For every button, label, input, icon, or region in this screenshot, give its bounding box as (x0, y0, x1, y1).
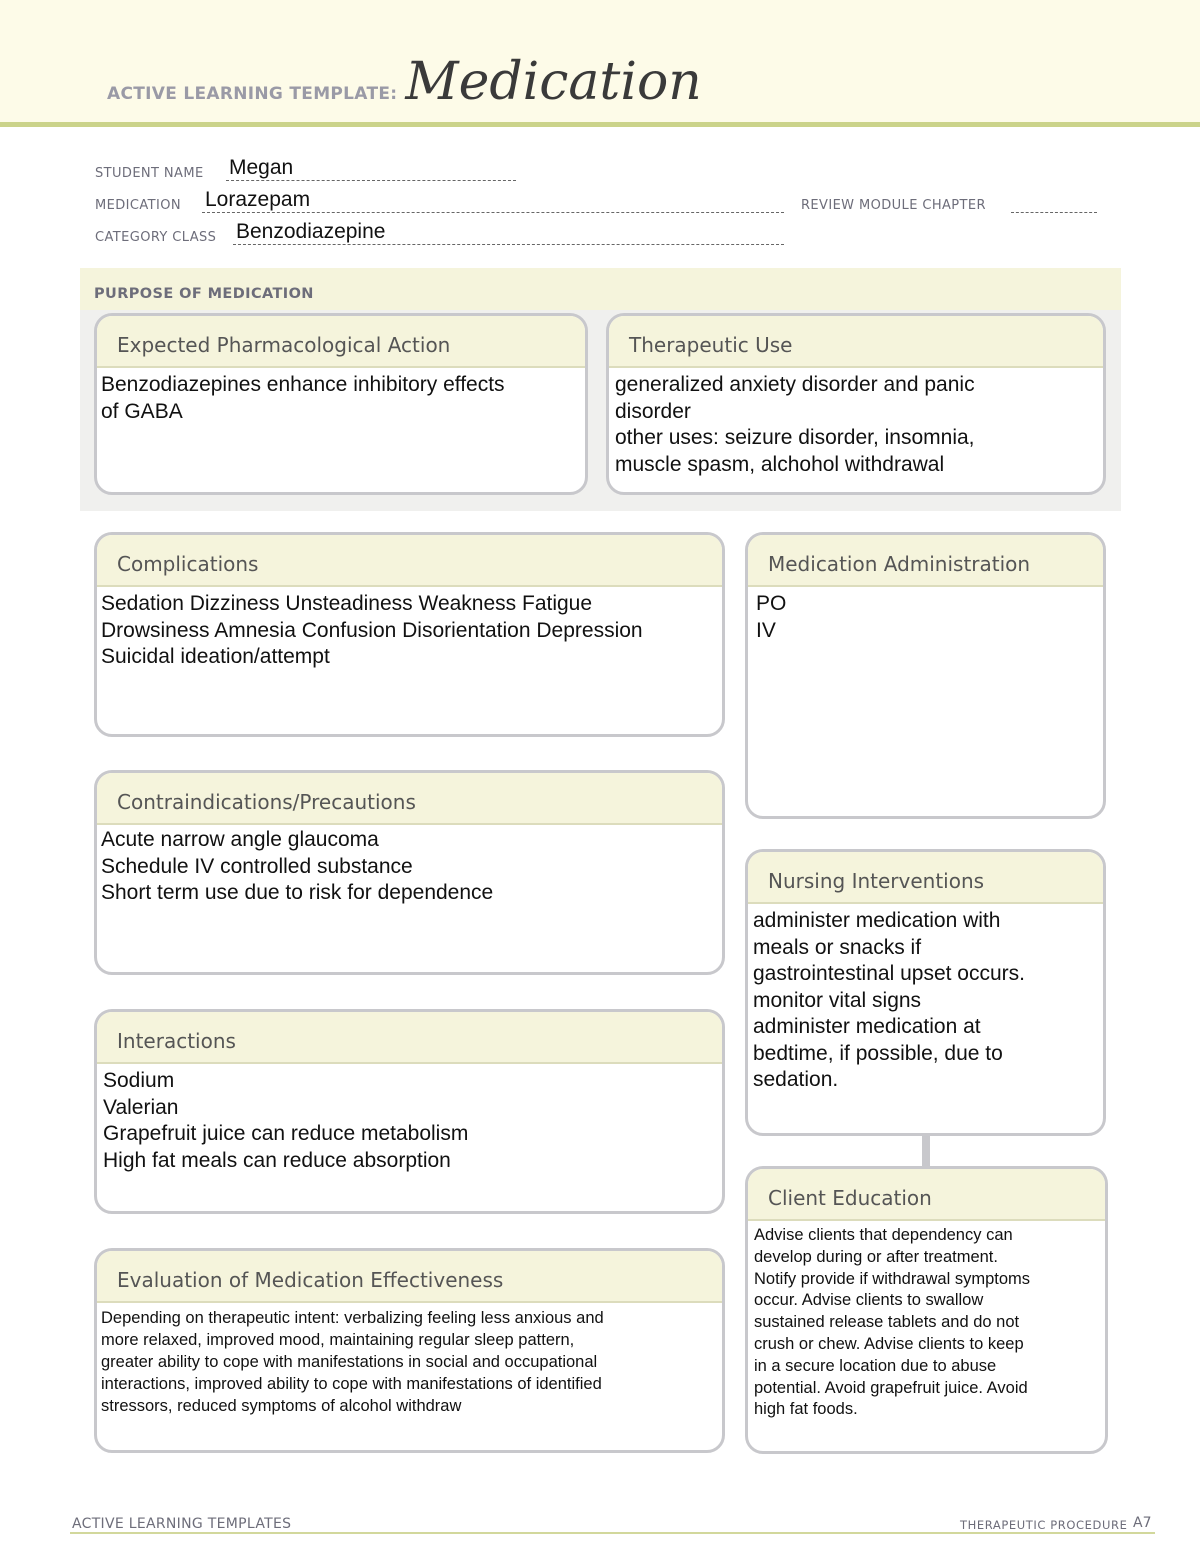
card-text[interactable]: generalized anxiety disorder and panic disorder other uses: seizure disorder, insomnia, muscle spasm, alchohol withdrawal (615, 373, 975, 476)
student-name-value[interactable]: Megan (229, 156, 294, 179)
card-title: Medication Administration (748, 535, 1103, 587)
student-name-line (226, 180, 516, 181)
medication-label: MEDICATION (95, 198, 181, 213)
review-module-chapter-line (1011, 212, 1097, 213)
complications-card (94, 532, 725, 737)
contraindications-precautions-card (94, 770, 725, 975)
card-text[interactable]: PO IV (756, 592, 787, 642)
card-title: Expected Pharmacological Action (97, 316, 585, 368)
card-text[interactable]: Benzodiazepines enhance inhibitory effects of GABA (101, 373, 505, 423)
card-title: Interactions (97, 1012, 722, 1064)
medication-value[interactable]: Lorazepam (205, 188, 311, 211)
connector-bar (922, 1135, 930, 1167)
purpose-label: PURPOSE OF MEDICATION (94, 286, 314, 302)
medication-line (202, 212, 784, 213)
header-rule (0, 122, 1200, 127)
document-header (107, 52, 702, 112)
card-text[interactable]: Advise clients that dependency can develop during or after treatment. Notify provide if withdrawal symptoms occur. Advise clients to swallow sustained release tablets and do not crush or chew. Advise clients to keep in a secure location due to abuse potential. Avoid grapefruit juice. Avoid high fat foods. (754, 1226, 1031, 1419)
card-title: Complications (97, 535, 722, 587)
purpose-header (80, 268, 1121, 310)
card-text[interactable]: Sedation Dizziness Unsteadiness Weakness Fatigue Drowsiness Amnesia Confusion Disorientation Depression Suicidal ideation/attempt (101, 592, 643, 668)
nursing-interventions-card (745, 849, 1106, 1136)
card-title: Nursing Interventions (748, 852, 1103, 904)
category-class-line (233, 244, 784, 245)
therapeutic-use-card (606, 313, 1106, 495)
card-text[interactable]: Sodium Valerian Grapefruit juice can reduce metabolism High fat meals can reduce absorption (103, 1069, 469, 1172)
card-text[interactable]: Depending on therapeutic intent: verbalizing feeling less anxious and more relaxed, improved mood, maintaining regular sleep pattern, greater ability to cope with manifestations in social and occupational interactions, improved ability to cope with manifestations of identified stressors, reduced symptoms of alcohol withdraw (101, 1309, 604, 1415)
card-title: Contraindications/Precautions (97, 773, 722, 825)
client-education-card (745, 1166, 1108, 1454)
interactions-card (94, 1009, 725, 1214)
category-class-value[interactable]: Benzodiazepine (236, 220, 386, 243)
expected-pharmacological-action-card (94, 313, 588, 495)
footer-right-label: THERAPEUTIC PROCEDURE (960, 1518, 1128, 1532)
document-title: Medication (405, 52, 702, 112)
card-text[interactable]: administer medication with meals or snacks if gastrointestinal upset occurs. monitor vital signs administer medication at bedtime, if possible, due to sedation. (753, 909, 1025, 1091)
footer-rule (70, 1532, 1155, 1534)
card-title: Client Education (748, 1169, 1105, 1221)
review-module-chapter-label: REVIEW MODULE CHAPTER (801, 198, 986, 213)
category-class-label: CATEGORY CLASS (95, 230, 217, 245)
medication-administration-card (745, 532, 1106, 819)
card-title: Evaluation of Medication Effectiveness (97, 1251, 722, 1303)
template-prefix: ACTIVE LEARNING TEMPLATE: (107, 84, 398, 104)
footer-left-label: ACTIVE LEARNING TEMPLATES (72, 1516, 292, 1532)
card-title: Therapeutic Use (609, 316, 1103, 368)
student-name-label: STUDENT NAME (95, 166, 204, 181)
page-number: A7 (1133, 1515, 1152, 1531)
evaluation-of-medication-effectiveness-card (94, 1248, 725, 1453)
card-text[interactable]: Acute narrow angle glaucoma Schedule IV controlled substance Short term use due to risk for dependence (101, 828, 494, 904)
